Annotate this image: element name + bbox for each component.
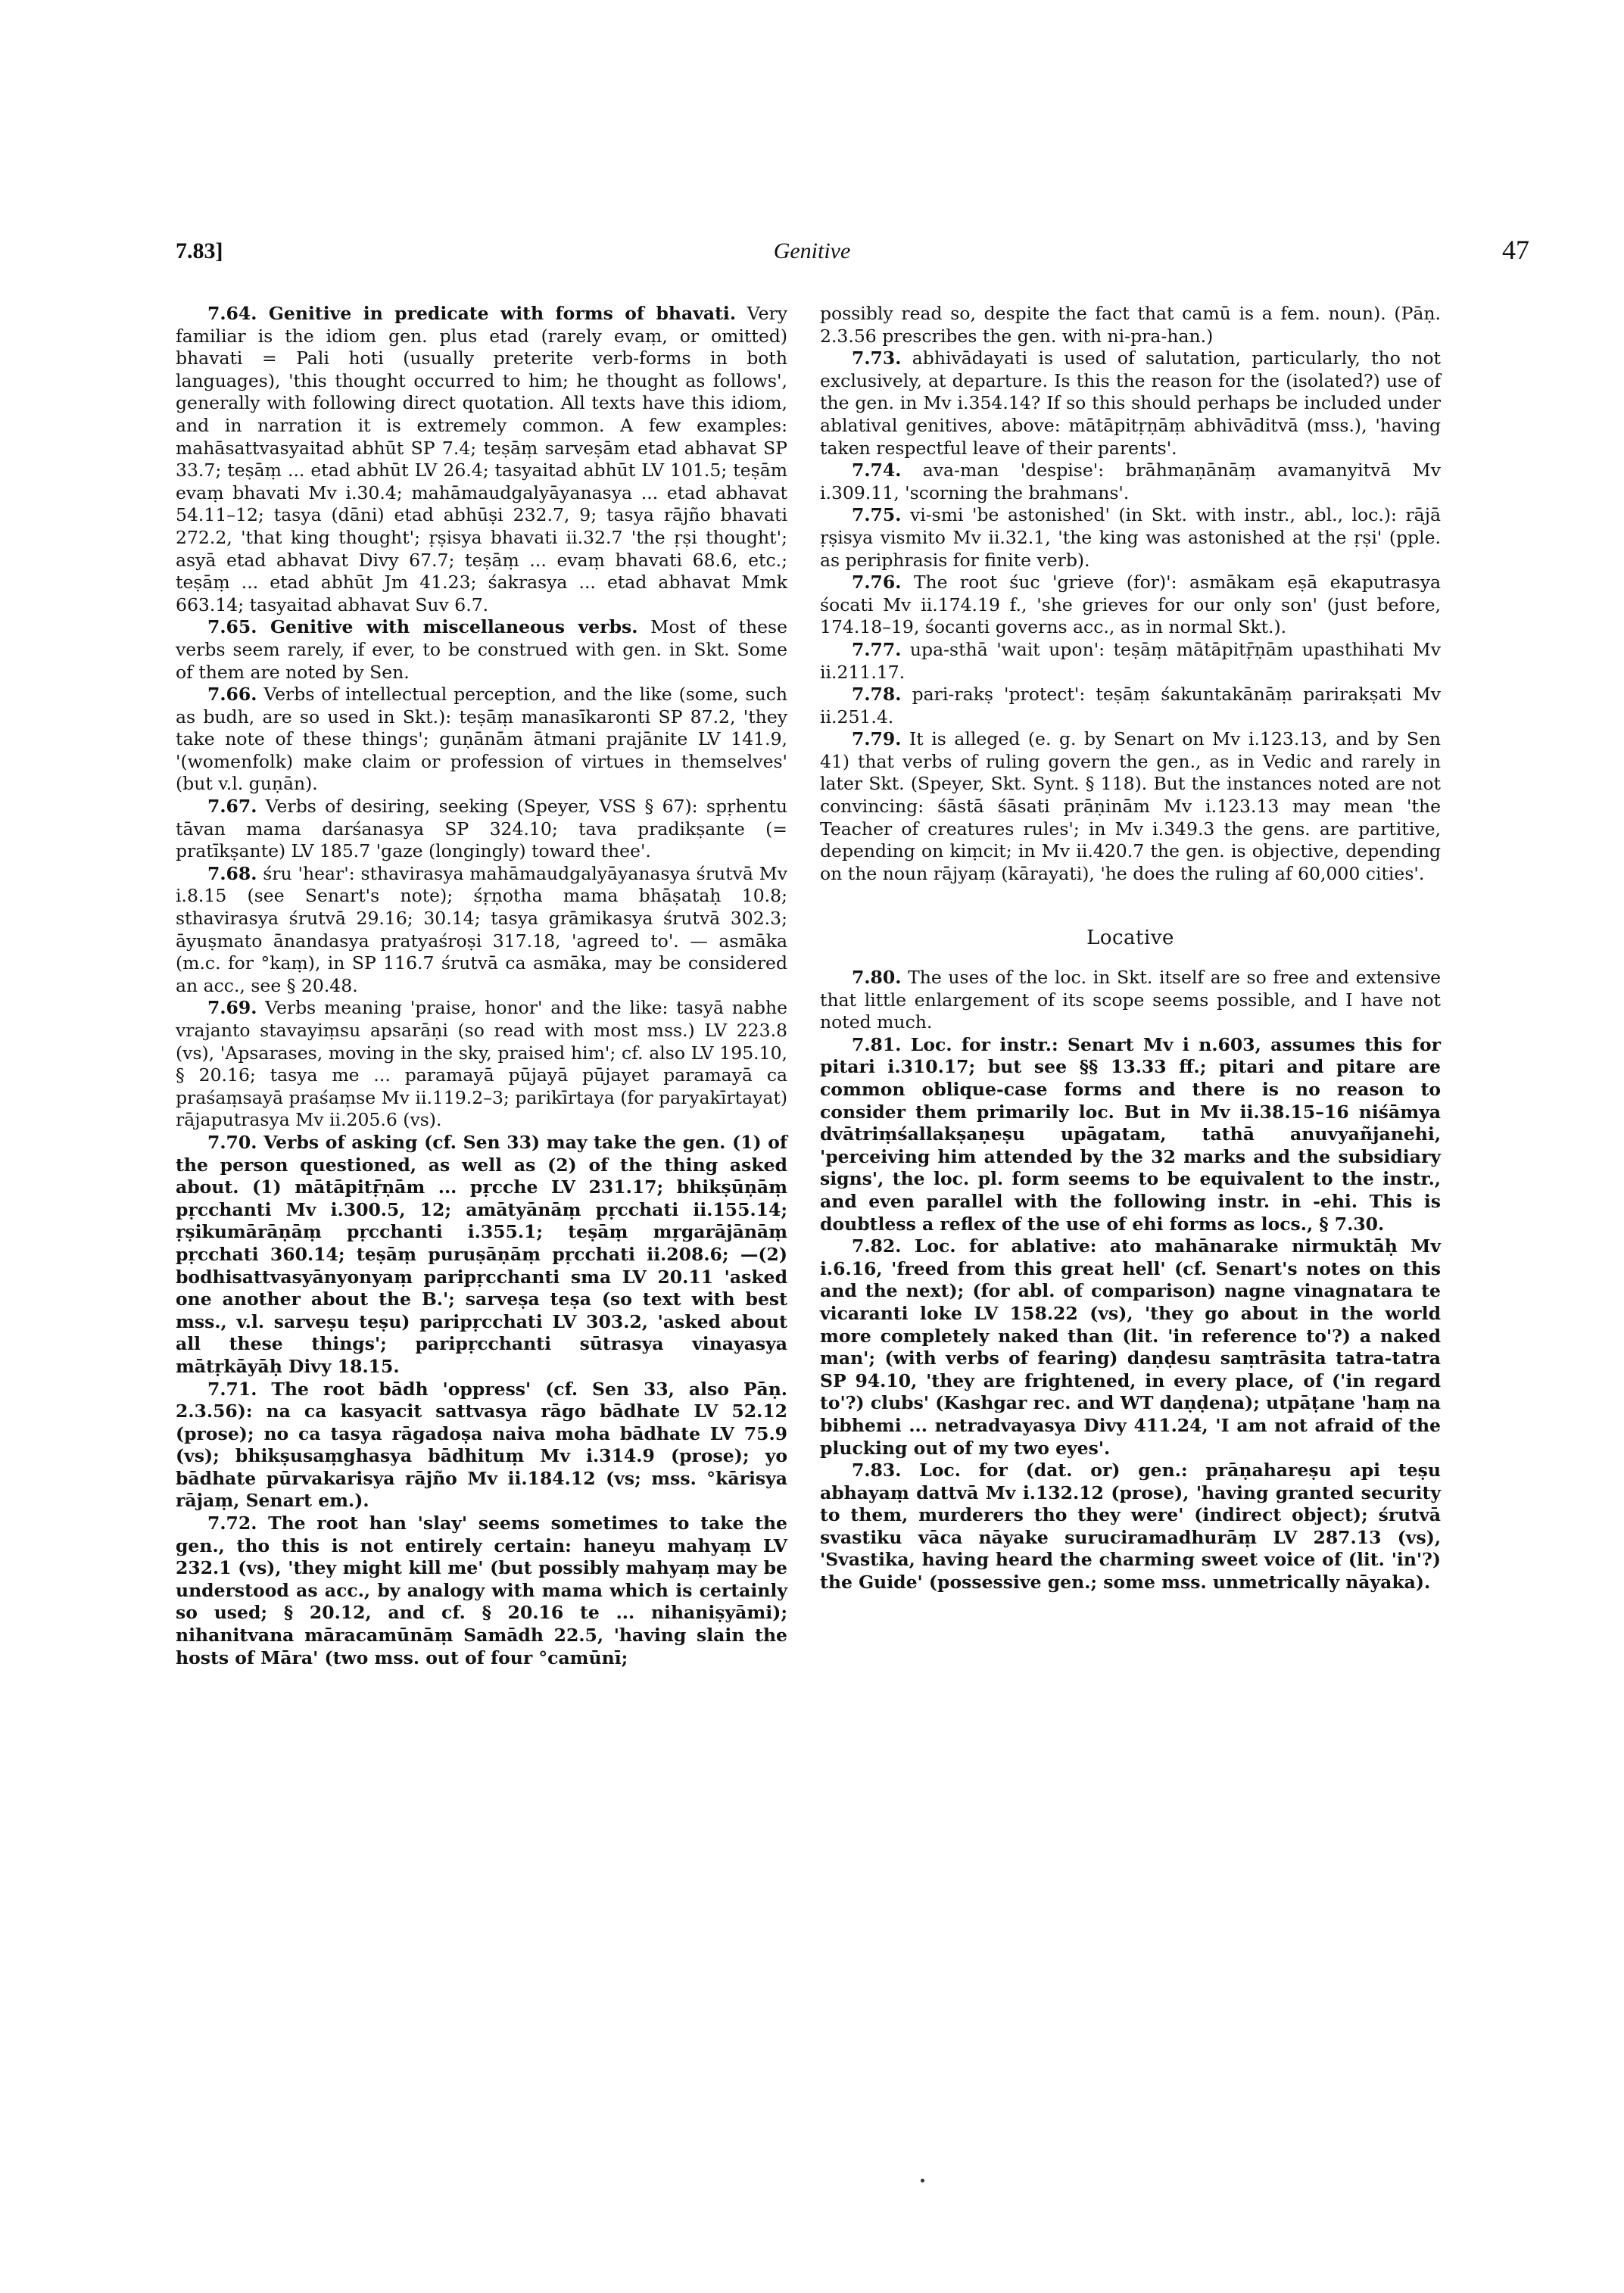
paragraph-text: upa-sthā 'wait upon': teṣāṃ mātāpitṝṇām upasthihati Mv ii.211.17. (820, 638, 1441, 683)
paragraph-text: ato mahānarake nirmuktāḥ Mv i.6.16, 'freed from this great hell' (cf. Senart's notes on this and the next); (for abl. of comparison) nagne vinagnatara te vicaranti loke LV 158.22 (vs), 'they go about in the world more completely naked than (lit. 'in reference to'?) a naked man'; (with verbs of fearing) daṇḍesu saṃtrāsita tatra-tatra SP 94.10, 'they are frightened, in every place, of ('in regard to'?) clubs' (Kashgar rec. and WT daṇḍena); utpāṭane 'haṃ na bibhemi ... netradvayasya Divy 411.24, 'I am not afraid of the plucking out of my two eyes'. (820, 1235, 1441, 1459)
section-heading-locative: Locative (1086, 927, 1174, 950)
page-number: 47 (1502, 235, 1529, 265)
paragraph-text: The root bādh 'oppress' (cf. Sen 33, also Pāṇ. 2.3.56): na ca kasyacit sattvasya rāgo bādhate LV 52.12 (prose); no ca tasya rāgadoṣa naiva moha bādhate LV 75.9 (vs); bhikṣusaṃghasya bādhituṃ Mv i.314.9 (prose); yo bādhate pūrvakarisya rājño Mv ii.184.12 (vs; mss. °kārisya rājaṃ, Senart em.). (176, 1378, 787, 1512)
paragraph-7-76 (820, 572, 1441, 639)
paragraph-text: abhivādayati is used of salutation, particularly, tho not exclusively, at departure. Is this the reason for the (isolated?) use of the gen. in Mv i.354.14? If so this should perhaps be included under ablatival genitives, above: mātāpitṛṇāṃ abhivāditvā (mss.), 'having taken respectful leave of their parents'. (820, 347, 1441, 459)
paragraph-text: possibly read so, despite the fact that camū is a fem. noun). (Pāṇ. 2.3.56 prescribes the gen. with ni-pra-han.) (820, 303, 1441, 347)
paragraph-text: Most of these verbs seem rarely, if ever, to be construed with gen. in Skt. Some of them are noted by Sen. (176, 616, 787, 683)
paragraph-text: Verbs of intellectual perception, and the like (some, such as budh, are so used in Skt.): teṣāṃ manasīkaronti SP 87.2, 'they take note of these things'; guṇānām ātmani prajānite LV 141.9, '(womenfolk) make claim or profession of virtues in themselves' (but v.l. guṇān). (176, 684, 787, 795)
paragraph-7-72 (176, 1513, 787, 1669)
paragraph-7-74 (820, 460, 1441, 504)
paragraph-text: Very familiar is the idiom gen. plus etad (rarely evaṃ, or omitted) bhavati = Pali hoti (usually preterite verb-forms in both languages), 'this thought occurred to him; he thought as follows', generally with following direct quotation. All texts have this idiom, and in narration it is extremely common. A few examples: mahāsattvasyaitad abhūt SP 7.4; teṣāṃ sarveṣām etad abhavat SP 33.7; teṣāṃ ... etad abhūt LV 26.4; tasyaitad abhūt LV 101.5; teṣām evaṃ bhavati Mv i.30.4; mahāmaudgalyāyanasya ... etad abhavat 54.11–12; tasya (dāni) etad abhūṣi 232.7, 9; tasya rājño bhavati 272.2, 'that king thought'; ṛṣisya bhavati ii.32.7 'the ṛṣi thought'; asyā etad abhavat Divy 67.7; teṣāṃ ... evaṃ bhavati 68.6, etc.; teṣāṃ ... etad abhūt Jm 41.23; śakrasya ... etad abhavat Mmk 663.14; tasyaitad abhavat Suv 6.7. (176, 303, 787, 615)
paragraph-7-81 (820, 1034, 1441, 1235)
paragraph-7-64 (176, 303, 787, 616)
right-column (820, 303, 1441, 1594)
paragraph-number: 7.79. (852, 728, 902, 750)
paragraph-text: The root han 'slay' seems sometimes to take the gen., tho this is not entirely certain: haneyu mahyaṃ LV 232.1 (vs), 'they might kill me' (but possibly mahyaṃ may be understood as acc., by analogy with mama which is certainly so used; § 20.12, and cf. § 20.16 te ... nihaniṣyāmi); nihanitvana māracamūnāṃ Samādh 22.5, 'having slain the hosts of Māra' (two mss. out of four °camūnī; (176, 1513, 787, 1668)
paragraph-7-75 (820, 504, 1441, 572)
paragraph-number: 7.75. (852, 504, 902, 526)
paragraph-7-78 (820, 684, 1441, 728)
running-title: Genitive (773, 238, 851, 263)
section-reference: 7.83] (176, 238, 223, 263)
paragraph-text: Verbs meaning 'praise, honor' and the like: tasyā nabhe vrajanto stavayiṃsu apsarāṇi (so read with most mss.) LV 223.8 (vs), 'Apsarases, moving in the sky, praised him'; cf. also LV 195.10, § 20.16; tasya me ... paramayā pūjayā pūjayet paramayā ca praśaṃsayā praśaṃse Mv ii.119.2–3; parikīrtaya (for paryakīrtayat) rājaputrasya Mv ii.205.6 (vs). (176, 997, 787, 1131)
paragraph-text: Verbs of desiring, seeking (Speyer, VSS § 67): spṛhentu tāvan mama darśanasya SP 324.10; tava pradikṣante (= pratīkṣante) LV 185.7 'gaze (longingly) toward thee'. (176, 796, 787, 862)
paragraph-number: 7.72. (207, 1513, 257, 1534)
paragraph-7-69 (176, 997, 787, 1132)
paragraph-7-66 (176, 684, 787, 796)
paragraph-text: prāṇahareṣu api teṣu abhayaṃ dattvā Mv i.132.12 (prose), 'having granted security to them, murderers tho they were' (indirect object); śrutvā svastiku vāca nāyake suruciramadhurāṃ LV 287.13 (vs), 'Svastika, having heard the charming sweet voice of (lit. 'in'?) the Guide' (possessive gen.; some mss. unmetrically nāyaka). (820, 1460, 1441, 1594)
paragraph-7-71 (176, 1379, 787, 1513)
paragraph-text: ava-man 'despise': brāhmaṇānāṃ avamanyitvā Mv i.309.11, 'scorning the brahmans'. (820, 460, 1441, 503)
paragraph-number: 7.67. (207, 796, 257, 818)
left-column (176, 303, 787, 1669)
paragraph-number: 7.66. (207, 684, 257, 706)
paragraph-text: The root śuc 'grieve (for)': asmākam eṣā ekaputrasya śocati Mv ii.174.19 f., 'she grieves for our only son' (just before, 174.18–19, śocanti governs acc., as in normal Skt.). (820, 572, 1441, 638)
paragraph-text: śru 'hear': sthavirasya mahāmaudgalyāyanasya śrutvā Mv i.8.15 (see Senart's note); śṛṇotha mama bhāṣataḥ 10.8; sthavirasya śrutvā 29.16; 30.14; tasya grāmikasya śrutvā 302.3; āyuṣmato ānandasya pratyaśroṣi 317.18, 'agreed to'. — asmāka (m.c. for °kaṃ), in SP 116.7 śrutvā ca asmāka, may be considered an acc., see § 20.48. (176, 862, 787, 996)
print-speck (921, 2179, 924, 2182)
paragraph-text: Verbs of asking (cf. Sen 33) may take the gen. (1) of the person questioned, as well as (2) of the thing asked about. (1) mātāpitṝṇām ... pṛcche LV 231.17; bhikṣūṇāṃ pṛcchanti Mv i.300.5, 12; amātyānāṃ pṛcchati ii.155.14; ṛṣikumārāṇāṃ pṛcchanti i.355.1; teṣāṃ mṛgarājānāṃ pṛcchati 360.14; teṣāṃ puruṣāṇāṃ pṛcchati ii.208.6; —(2) bodhisattvasyānyonyaṃ paripṛcchanti sma LV 20.11 'asked one another about the B.'; sarveṣa teṣa (so text with best mss., v.l. sarveṣu teṣu) paripṛcchati LV 303.2, 'asked about all these things'; paripṛcchanti sūtrasya vinayasya mātṛkāyāḥ Divy 18.15. (176, 1131, 787, 1377)
paragraph-number: 7.73. (852, 347, 902, 369)
paragraph-7-65 (176, 616, 787, 684)
paragraph-number: 7.74. (852, 460, 902, 481)
paragraph-7-77 (820, 639, 1441, 684)
paragraph-number: 7.77. (852, 638, 902, 660)
paragraph-heading: 7.82. Loc. for ablative: (852, 1235, 1097, 1257)
paragraph-7-68 (176, 863, 787, 998)
paragraph-heading: 7.81. Loc. for instr.: (852, 1033, 1058, 1055)
paragraph-7-67 (176, 796, 787, 863)
paragraph-number: 7.80. (852, 967, 902, 989)
paragraph-heading: 7.65. Genitive with miscellaneous verbs. (207, 616, 638, 638)
paragraph-7-80 (820, 967, 1441, 1034)
paragraph-7-83 (820, 1460, 1441, 1594)
paragraph-number: 7.78. (852, 684, 902, 706)
paragraph-continuation (820, 303, 1441, 347)
paragraph-heading: 7.83. Loc. for (dat. or) gen.: (852, 1460, 1188, 1481)
paragraph-number: 7.69. (207, 997, 257, 1019)
paragraph-7-73 (820, 347, 1441, 460)
paragraph-text: It is alleged (e. g. by Senart on Mv i.123.13, and by Sen 41) that verbs of ruling govern the gen., as in Vedic and rarely in later Skt. (Speyer, Skt. Synt. § 118). But the instances noted are not convincing: śāstā śāsati prāṇinām Mv i.123.13 may mean 'the Teacher of creatures rules'; in Mv i.349.3 the gens. are partitive, depending on kiṃcit; in Mv ii.420.7 the gen. is objective, depending on the noun rājyaṃ (kārayati), 'he does the ruling af 60,000 cities'. (820, 728, 1441, 884)
paragraph-heading: 7.64. Genitive in predicate with forms of bhavati. (207, 303, 737, 324)
paragraph-number: 7.68. (207, 862, 257, 884)
paragraph-text: vi-smi 'be astonished' (in Skt. with instr., abl., loc.): rājā ṛṣisya vismito Mv ii.32.1, 'the king was astonished at the ṛṣi' (pple. as periphrasis for finite verb). (820, 504, 1441, 571)
paragraph-text: Senart Mv i n.603, assumes this for pitari i.310.17; but see §§ 13.33 ff.; pitari and pitare are common oblique-case forms and there is no reason to consider them primarily loc. But in Mv ii.38.15–16 niśāmya dvātriṃśallakṣaṇeṣu upāgatam, tathā anuvyañjanehi, 'perceiving him attended by the 32 marks and the subsidiary signs', the loc. pl. form seems to be equivalent to the instr., and even parallel with the following instr. in -ehi. This is doubtless a reflex of the use of ehi forms as locs., § 7.30. (820, 1033, 1442, 1235)
paragraph-text: The uses of the loc. in Skt. itself are so free and extensive that little enlargement of its scope seems possible, and I have not noted much. (820, 967, 1441, 1033)
paragraph-number: 7.70. (207, 1131, 257, 1153)
paragraph-7-82 (820, 1235, 1441, 1460)
paragraph-text: pari-rakṣ 'protect': teṣāṃ śakuntakānāṃ parirakṣati Mv ii.251.4. (820, 684, 1441, 727)
paragraph-number: 7.76. (852, 572, 902, 594)
paragraph-number: 7.71. (207, 1378, 257, 1400)
paragraph-7-70 (176, 1132, 787, 1379)
paragraph-7-79 (820, 728, 1441, 885)
